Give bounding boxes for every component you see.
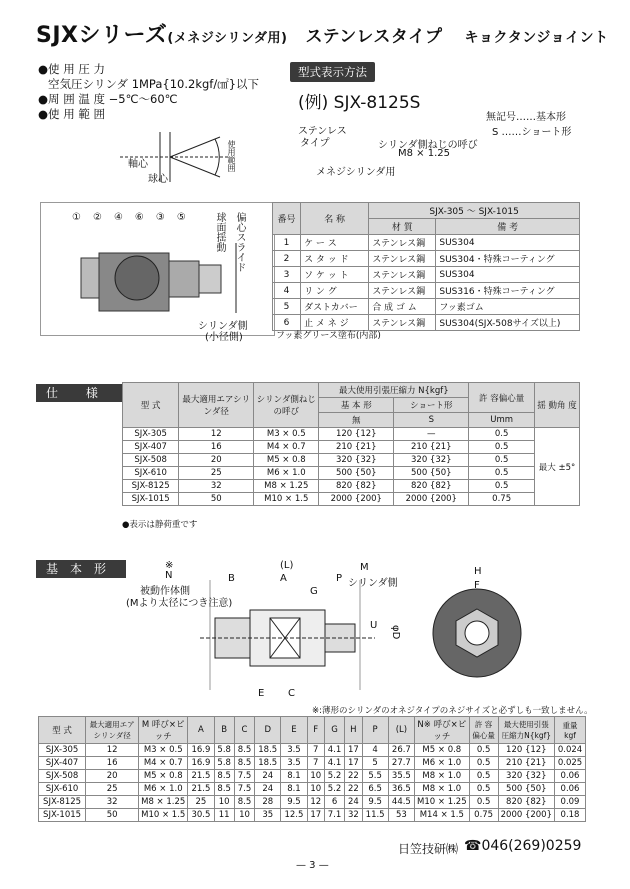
- m-label: M: [360, 562, 369, 573]
- model-heading: 型式表示方法: [290, 62, 375, 82]
- section-spec-heading: 仕 様: [36, 384, 126, 402]
- th-s: S: [394, 413, 469, 428]
- table-row: SJX-1015 50 M10 × 1.5 2000 {200} 2000 {200} 0.75: [123, 493, 580, 506]
- thread-note: ※:薄形のシリンダのオネジタイプのネジサイズと必ずしも一致しません。: [312, 706, 593, 716]
- th-short: ショート形: [394, 398, 469, 413]
- angle-value: 最大 ±5°: [535, 428, 580, 506]
- table-row: SJX-508 20 M5 × 0.8 21.5 8.5 7.5 24 8.1 10 5.2 22 5.5 35.5 M8 × 1.0 0.5 320 {32} 0.06: [39, 770, 586, 783]
- n-thread-label: 被動作体側: [140, 586, 190, 597]
- cylinder-side-label: シリンダ側: [198, 321, 248, 332]
- slide-label: 偏心スライド: [234, 212, 245, 272]
- series-joint: キョクタンジョイント: [464, 30, 609, 46]
- th-model: 型 式: [123, 383, 179, 428]
- n-label: N: [165, 570, 173, 581]
- table-row: SJX-610 25 M6 × 1.0 500 {50} 500 {50} 0.5: [123, 467, 580, 480]
- th-name: 名 称: [301, 203, 369, 235]
- page-number: — 3 —: [296, 860, 329, 871]
- model-basic: 無記号……基本形: [486, 112, 566, 123]
- swing-range-label: 使用範囲: [227, 140, 236, 172]
- model-thread-value: M8 × 1.25: [398, 148, 450, 159]
- spec-pressure-value: 空気圧シリンダ 1MPa{10.2kgf/㎠}以下: [48, 77, 260, 91]
- basic-front-view: [425, 565, 535, 690]
- model-for: メネジシリンダ用: [316, 167, 396, 178]
- model-stainless: ステンレス: [298, 126, 347, 137]
- spec-list: [38, 62, 259, 122]
- section-basic-heading: 基本形: [36, 560, 126, 578]
- dim-p: P: [336, 573, 343, 584]
- dim-h: H: [474, 566, 482, 577]
- ball-label: 球心: [148, 174, 168, 185]
- spec-table: [122, 382, 580, 506]
- dimension-table: 型 式 最大適用エアシリンダ径 M 呼び×ピッチ A B C D E F G H P (L) N※ 呼び×ピッチ 許 容偏心量 最大使用引張圧縮力N{kgf} 重量kgf SJX-305 12 M3 × 0.5 16.9 5.8 8.5 18.5 3.5 7 4.1 17 4 26.7 M5 × 0.8 0.5 120 {12} 0.024 SJX-407 16 M4 × 0.7 16.9 5.8 8.5 18.5 3.5 7 4.1 17 5 27.7 M6 × 1.0 0.5 210 {21} 0.025 SJX-508 20 M5 × 0.8 21.5 8.5 7.5 24 8.1 10 5.2 22 5.5 35.5 M8 × 1.0 0.5 320 {32} 0.06 SJX-610 25 M6 × 1.0 21.5 8.5 7.5 24 8.1 10 5.2 22 6.5 36.5 M8 × 1.0 0.5 500 {50} 0.06 SJX-8125 32 M8 × 1.25 25 10 8.5 28 9.5 12 6 24 9.5 44.5 M10 × 1.25 0.5 820 {82} 0.09 SJX-1015 50 M10 × 1.5 30.5 11 10 35 12.5 17 7.1 32 11.5 53 M14 × 1.5 0.75 2000 {200} 0.18: [38, 716, 586, 822]
- table-row: SJX-305 12 M3 × 0.5 16.9 5.8 8.5 18.5 3.5 7 4.1 17 4 26.7 M5 × 0.8 0.5 120 {12} 0.024: [39, 744, 586, 757]
- dim-b: B: [228, 573, 235, 584]
- table-row: SJX-8125 32 M8 × 1.25 25 10 8.5 28 9.5 12 6 24 9.5 44.5 M10 × 1.25 0.5 820 {82} 0.09: [39, 796, 586, 809]
- company-name: 日笠技研㈱: [398, 842, 459, 856]
- basic-drawing: [200, 570, 380, 700]
- dim-l: (L): [280, 560, 294, 571]
- table-row: SJX-610 25 M6 × 1.0 21.5 8.5 7.5 24 8.1 10 5.2 22 6.5 36.5 M8 × 1.0 0.5 500 {50} 0.06: [39, 783, 586, 796]
- table-row: 6 止 メ ネ ジ ステンレス鋼 SUS304(SJX-508サイズ以上): [273, 315, 580, 331]
- dim-f: F: [474, 580, 480, 591]
- part-numbers: ①②④⑥③⑤: [72, 212, 198, 223]
- table-row: 2 ス タ ッ ド ステンレス鋼 SUS304・特殊コーティング: [273, 251, 580, 267]
- n-note: (Mより太径につき注意): [126, 598, 233, 609]
- table-row: 1 ケ ー ス ステンレス鋼 SUS304: [273, 235, 580, 251]
- spec-range: ●使 用 範 囲: [38, 107, 106, 121]
- spec-pressure: ●使 用 圧 力: [38, 62, 106, 76]
- th-u: Umm: [469, 413, 535, 428]
- page-title: [36, 18, 609, 49]
- th-basic: 基 本 形: [319, 398, 394, 413]
- axis-label: 軸心: [128, 159, 148, 170]
- table-row: SJX-508 20 M5 × 0.8 320 {32} 320 {32} 0.5: [123, 454, 580, 467]
- th-none: 無: [319, 413, 394, 428]
- th-material: 材 質: [369, 219, 436, 235]
- model-example: (例) SJX-8125S: [298, 93, 421, 113]
- table-row: SJX-1015 50 M10 × 1.5 30.5 11 10 35 12.5 17 7.1 32 11.5 53 M14 × 1.5 0.75 2000 {200} 0.18: [39, 809, 586, 822]
- th-remark: 備 考: [436, 219, 580, 235]
- th-range: SJX-305 〜 SJX-1015: [369, 203, 580, 219]
- small-dia-label: (小径側): [205, 332, 243, 343]
- series-type: ステンレスタイプ: [305, 27, 443, 47]
- dim-u: U: [370, 620, 378, 631]
- model-thread: シリンダ側ねじの呼び: [378, 140, 478, 151]
- company-phone: ☎046(269)0259: [464, 838, 582, 854]
- model-short: S ……ショート形: [492, 127, 572, 138]
- model-type: タイプ: [300, 138, 330, 149]
- th-number: 番号: [273, 203, 301, 235]
- dim-e: E: [258, 688, 265, 699]
- th-thread: シリンダ側ねじの呼び: [254, 383, 319, 428]
- dim-g: G: [310, 586, 318, 597]
- dim-c: C: [288, 688, 295, 699]
- table-row: 3 ソ ケ ッ ト ステンレス鋼 SUS304: [273, 267, 580, 283]
- m-side-label: シリンダ側: [348, 578, 398, 589]
- dim-a: A: [280, 573, 287, 584]
- table-row: 5 ダストカバー 合 成 ゴ ム フッ素ゴム: [273, 299, 580, 315]
- static-load-note: ●表示は静荷重です: [122, 520, 198, 530]
- table-row: SJX-407 16 M4 × 0.7 210 {21} 210 {21} 0.5: [123, 441, 580, 454]
- th-bore: 最大適用エアシリンダ径: [179, 383, 254, 428]
- n-mark: ※: [165, 560, 174, 571]
- spec-temperature: ●周 囲 温 度 −5℃〜60℃: [38, 92, 178, 106]
- table-row: 4 リ ン グ ステンレス鋼 SUS316・特殊コーティング: [273, 283, 580, 299]
- series-name: SJXシリーズ: [36, 23, 168, 48]
- series-sub: (メネジシリンダ用): [167, 31, 288, 46]
- th-force: 最大使用引張圧縮力 N{kgf}: [319, 383, 469, 398]
- swing-label: 球面揺動: [214, 212, 225, 252]
- table-row: SJX-407 16 M4 × 0.7 16.9 5.8 8.5 18.5 3.5 7 4.1 17 5 27.7 M6 × 1.0 0.5 210 {21} 0.025: [39, 757, 586, 770]
- th-ecc: 許 容偏心量: [469, 383, 535, 413]
- th-angle: 揺 動角 度: [535, 383, 580, 428]
- parts-table: [272, 202, 580, 331]
- table-row: SJX-8125 32 M8 × 1.25 820 {82} 820 {82} 0.5: [123, 480, 580, 493]
- table-row: SJX-305 12 M3 × 0.5 120 {12} — 0.5 最大 ±5°: [123, 428, 580, 441]
- dim-d: φD: [390, 625, 401, 640]
- grease-note: フッ素グリース塗布(内部): [276, 331, 381, 341]
